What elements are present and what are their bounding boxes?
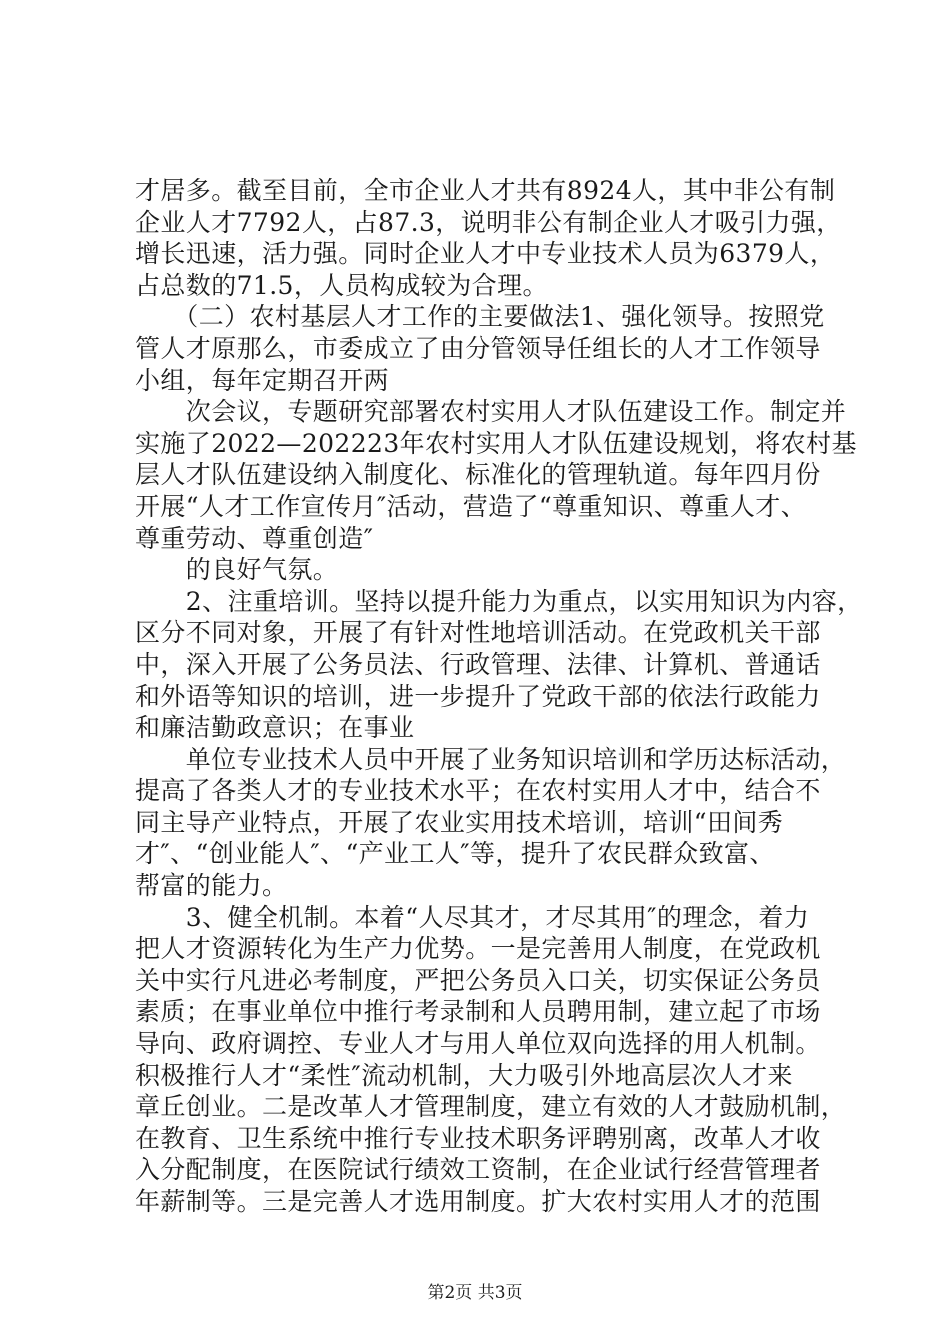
text-line: 和外语等知识的培训，进一步提升了党政干部的依法行政能力 [135,681,821,711]
text-line: 管人才原那么，市委成立了由分管领导任组长的人才工作领导 [135,333,821,363]
text-line: 次会议，专题研究部署农村实用人才队伍建设工作。制定并 [135,397,847,427]
text-line: 3、健全机制。本着“人尽其才，才尽其用″的理念，着力 [135,902,810,932]
text-line: 年薪制等。三是完善人才选用制度。扩大农村实用人才的范围 [135,1187,821,1216]
text-line: 开展“人才工作宣传月″活动，营造了“尊重知识、尊重人才、 [135,491,807,521]
text-line: 企业人才7792人，占87.3，说明非公有制企业人才吸引力强， [135,207,842,237]
text-line: 章丘创业。二是改革人才管理制度，建立有效的人才鼓励机制， [135,1092,847,1122]
text-line: 区分不同对象，开展了有针对性地培训活动。在党政机关干部 [135,618,821,648]
text-line: 和廉洁勤政意识；在事业 [135,713,415,743]
text-line: 中，深入开展了公务员法、行政管理、法律、计算机、普通话 [135,649,821,679]
text-line: 把人才资源转化为生产力优势。一是完善用人制度，在党政机 [135,934,821,964]
text-line: 在教育、卫生系统中推行专业技术职务评聘别离，改革人才收 [135,1123,821,1153]
text-line: 积极推行人才“柔性″流动机制，大力吸引外地高层次人才来 [135,1060,793,1090]
text-line: 帮富的能力。 [135,871,288,901]
text-line: 的良好气氛。 [135,555,339,585]
text-line: 尊重劳动、尊重创造″ [135,523,374,553]
text-line: 同主导产业特点，开展了农业实用技术培训，培训“田间秀 [135,807,784,837]
text-line: 提高了各类人才的专业技术水平；在农村实用人才中，结合不 [135,776,821,806]
text-line: 入分配制度，在医院试行绩效工资制，在企业试行经营管理者 [135,1155,821,1185]
page-number-footer: 第2页 共3页 [427,1283,523,1303]
body-text [135,175,863,1218]
text-line: 关中实行凡进必考制度，严把公务员入口关，切实保证公务员 [135,965,821,995]
text-line: 2、注重培训。坚持以提升能力为重点，以实用知识为内容， [135,586,863,616]
text-line: 占总数的71.5，人员构成较为合理。 [135,270,548,300]
text-line: 增长迅速，活力强。同时企业人才中专业技术人员为6379人， [135,239,836,269]
text-line: 素质；在事业单位中推行考录制和人员聘用制，建立起了市场 [135,997,821,1027]
text-line: 层人才队伍建设纳入制度化、标准化的管理轨道。每年四月份 [135,460,821,490]
text-line: 小组，每年定期召开两 [135,365,390,395]
text-line: 才居多。截至目前，全市企业人才共有8924人，其中非公有制 [135,176,836,205]
text-line: （二）农村基层人才工作的主要做法1、强化领导。按照党 [135,302,825,332]
text-line: 实施了2022—202223年农村实用人才队伍建设规划，将农村基 [135,428,857,458]
text-line: 才″、“创业能人″、“产业工人″等，提升了农民群众致富、 [135,839,775,869]
text-line: 单位专业技术人员中开展了业务知识培训和学历达标活动， [135,744,847,774]
text-line: 导向、政府调控、专业人才与用人单位双向选择的用人机制。 [135,1029,821,1059]
